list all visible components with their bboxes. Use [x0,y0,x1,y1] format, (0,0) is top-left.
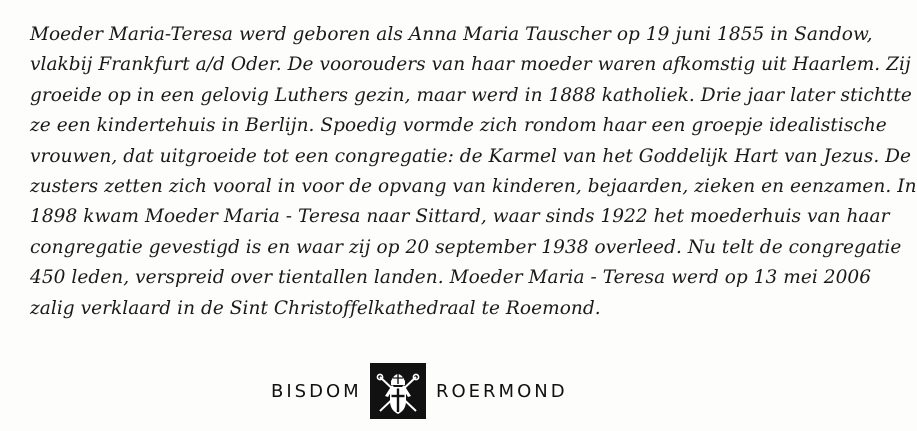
text-line: vrouwen, dat uitgroeide tot een congregatie: de Karmel van het Goddelijk Hart van Jezus. De [30,145,912,167]
logo-word-bisdom: BISDOM [271,381,362,402]
text-line: Moeder Maria-Teresa werd geboren als Anna Maria Tauscher op 19 juni 1855 in Sandow, [30,24,873,45]
text-line: 1898 kwam Moeder Maria - Teresa naar Sittard, waar sinds 1922 het moederhuis van haar [30,206,890,228]
text-line: zusters zetten zich vooral in voor de opvang van kinderen, bejaarden, zieken en eenzamen. In [30,175,917,197]
biography-text [30,20,917,324]
text-line: ze een kindertehuis in Berlijn. Spoedig vormde zich rondom haar een groepje idealistische [30,115,887,137]
text-line: 450 leden, verspreid over tientallen landen. Moeder Maria - Teresa werd op 13 mei 2006 [30,267,872,289]
text-line: congregatie gevestigd is en waar zij op 20 september 1938 overleed. Nu telt de congregatie [30,236,902,258]
bishop-mitre-crest-icon [370,363,426,419]
text-line: zalig verklaard in de Sint Christoffelkathedraal te Roemond. [30,297,601,319]
bisdom-roermond-logo [268,363,568,421]
text-line: groeide op in een gelovig Luthers gezin, maar werd in 1888 katholiek. Drie jaar later stichtte [30,84,912,106]
logo-word-roermond: ROERMOND [436,381,568,402]
text-line: vlakbij Frankfurt a/d Oder. De voorouders van haar moeder waren afkomstig uit Haarlem. Zij [30,54,911,76]
